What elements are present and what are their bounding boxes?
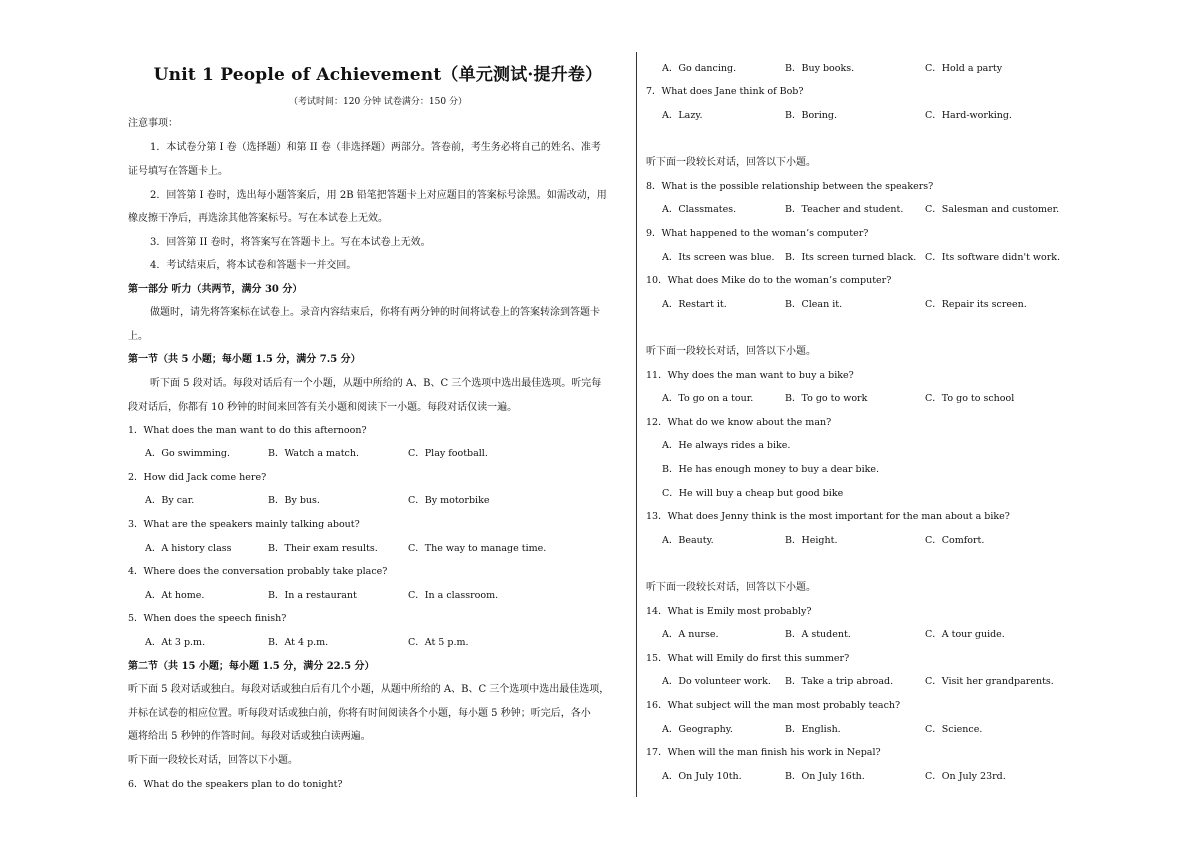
section2-intro-b: 并标在试卷的相应位置。听每段对话或独白前，你将有时间阅读各个小题，每小题 5 秒钟；听完后，各小 xyxy=(128,708,591,719)
q12-option-a: A．He always rides a bike. xyxy=(662,440,791,451)
notes-heading: 注意事项： xyxy=(128,118,178,129)
section2-intro-c: 题将给出 5 秒钟的作答时间。每段对话或独白读两遍。 xyxy=(128,731,371,742)
note-3: 3．回答第 II 卷时，将答案写在答题卡上。写在本试卷上无效。 xyxy=(150,237,431,248)
question-14: 14．What is Emily most probably? xyxy=(646,606,812,617)
listen-instruction: 听下面一段较长对话，回答以下小题。 xyxy=(646,582,816,593)
note-2a: 2．回答第 I 卷时，选出每小题答案后，用 2B 铅笔把答题卡上对应题目的答案标号涂黑。如需改动，用 xyxy=(150,190,607,201)
question-8: 8．What is the possible relationship between the speakers? xyxy=(646,181,934,192)
q16-option-a: A．Geography. xyxy=(662,724,733,735)
exam-info: （考试时间：120 分钟 试卷满分：150 分） xyxy=(289,97,467,107)
q1-option-a: A．Go swimming. xyxy=(145,448,231,459)
q6-option-c: C．Hold a party xyxy=(925,63,1003,74)
q14-option-a: A．A nurse. xyxy=(662,629,719,640)
left-column xyxy=(128,0,628,849)
q12-option-b: B．He has enough money to buy a dear bike. xyxy=(662,464,880,475)
q14-option-b: B．A student. xyxy=(785,629,851,640)
question-17: 17．When will the man finish his work in Nepal? xyxy=(646,747,881,758)
q13-option-b: B．Height. xyxy=(785,535,838,546)
note-1b: 证号填写在答题卡上。 xyxy=(128,166,228,177)
q4-option-b: B．In a restaurant xyxy=(268,590,357,601)
note-4: 4．考试结束后，将本试卷和答题卡一并交回。 xyxy=(150,260,357,271)
question-6: 6．What do the speakers plan to do tonight? xyxy=(128,779,343,790)
q10-option-b: B．Clean it. xyxy=(785,299,843,310)
q2-option-a: A．By car. xyxy=(145,495,195,506)
listen-instruction: 听下面一段较长对话，回答以下小题。 xyxy=(646,157,816,168)
q16-option-b: B．English. xyxy=(785,724,841,735)
question-4: 4．Where does the conversation probably take place? xyxy=(128,566,388,577)
note-1a: 1．本试卷分第 I 卷（选择题）和第 II 卷（非选择题）两部分。答卷前，考生务必将自己的姓名、准考 xyxy=(150,142,601,153)
q7-option-a: A．Lazy. xyxy=(662,110,703,121)
q15-option-a: A．Do volunteer work. xyxy=(662,676,771,687)
question-5: 5．When does the speech finish? xyxy=(128,613,287,624)
q5-option-a: A．At 3 p.m. xyxy=(145,637,206,648)
q15-option-c: C．Visit her grandparents. xyxy=(925,676,1054,687)
q11-option-b: B．To go to work xyxy=(785,393,868,404)
q17-option-c: C．On July 23rd. xyxy=(925,771,1006,782)
q3-option-b: B．Their exam results. xyxy=(268,543,378,554)
listen-instruction: 听下面一段较长对话，回答以下小题。 xyxy=(128,755,298,766)
q3-option-c: C．The way to manage time. xyxy=(408,543,547,554)
q15-option-b: B．Take a trip abroad. xyxy=(785,676,894,687)
question-15: 15．What will Emily do first this summer? xyxy=(646,653,850,664)
q17-option-a: A．On July 10th. xyxy=(662,771,742,782)
part1-intro-b: 上。 xyxy=(128,331,148,342)
question-12: 12．What do we know about the man? xyxy=(646,417,832,428)
q8-option-c: C．Salesman and customer. xyxy=(925,204,1060,215)
part1-heading: 第一部分 听力（共两节，满分 30 分） xyxy=(128,284,303,295)
question-9: 9．What happened to the woman’s computer? xyxy=(646,228,869,239)
q6-option-b: B．Buy books. xyxy=(785,63,855,74)
q5-option-b: B．At 4 p.m. xyxy=(268,637,329,648)
q9-option-b: B．Its screen turned black. xyxy=(785,252,917,263)
q12-option-c: C．He will buy a cheap but good bike xyxy=(662,488,844,499)
q2-option-b: B．By bus. xyxy=(268,495,320,506)
q14-option-c: C．A tour guide. xyxy=(925,629,1005,640)
q2-option-c: C．By motorbike xyxy=(408,495,490,506)
q11-option-a: A．To go on a tour. xyxy=(662,393,754,404)
column-divider xyxy=(636,52,637,797)
section2-heading: 第二节（共 15 小题；每小题 1.5 分，满分 22.5 分） xyxy=(128,661,375,672)
question-2: 2．How did Jack come here? xyxy=(128,472,267,483)
q10-option-c: C．Repair its screen. xyxy=(925,299,1027,310)
q3-option-a: A．A history class xyxy=(145,543,232,554)
q1-option-b: B．Watch a match. xyxy=(268,448,359,459)
q8-option-b: B．Teacher and student. xyxy=(785,204,904,215)
q9-option-c: C．Its software didn't work. xyxy=(925,252,1061,263)
question-13: 13．What does Jenny think is the most important for the man about a bike? xyxy=(646,511,1010,522)
right-column xyxy=(646,0,1061,849)
q6-option-a: A．Go dancing. xyxy=(662,63,737,74)
section1-intro-a: 听下面 5 段对话。每段对话后有一个小题，从题中所给的 A、B、C 三个选项中选出最佳选项。听完每 xyxy=(150,378,602,389)
q11-option-c: C．To go to school xyxy=(925,393,1015,404)
q9-option-a: A．Its screen was blue. xyxy=(662,252,775,263)
note-2b: 橡皮擦干净后，再选涂其他答案标号。写在本试卷上无效。 xyxy=(128,213,388,224)
section1-intro-b: 段对话后，你都有 10 秒钟的时间来回答有关小题和阅读下一小题。每段对话仅读一遍。 xyxy=(128,402,518,413)
question-11: 11．Why does the man want to buy a bike? xyxy=(646,370,854,381)
section1-heading: 第一节（共 5 小题；每小题 1.5 分，满分 7.5 分） xyxy=(128,354,361,365)
question-1: 1．What does the man want to do this afternoon? xyxy=(128,425,367,436)
q13-option-a: A．Beauty. xyxy=(662,535,714,546)
q7-option-c: C．Hard-working. xyxy=(925,110,1012,121)
q4-option-c: C．In a classroom. xyxy=(408,590,499,601)
q10-option-a: A．Restart it. xyxy=(662,299,727,310)
listen-instruction: 听下面一段较长对话，回答以下小题。 xyxy=(646,346,816,357)
q1-option-c: C．Play football. xyxy=(408,448,488,459)
q8-option-a: A．Classmates. xyxy=(662,204,737,215)
question-10: 10．What does Mike do to the woman’s computer? xyxy=(646,275,892,286)
section2-intro-a: 听下面 5 段对话或独白。每段对话或独白后有几个小题，从题中所给的 A、B、C 三个选项中选出最佳选项， xyxy=(128,684,610,695)
part1-intro-a: 做题时，请先将答案标在试卷上。录音内容结束后，你将有两分钟的时间将试卷上的答案转涂到答题卡 xyxy=(150,307,600,318)
q5-option-c: C．At 5 p.m. xyxy=(408,637,469,648)
q7-option-b: B．Boring. xyxy=(785,110,837,121)
q16-option-c: C．Science. xyxy=(925,724,983,735)
q17-option-b: B．On July 16th. xyxy=(785,771,865,782)
question-3: 3．What are the speakers mainly talking about? xyxy=(128,519,360,530)
question-16: 16．What subject will the man most probably teach? xyxy=(646,700,901,711)
question-7: 7．What does Jane think of Bob? xyxy=(646,86,804,97)
page-title: Unit 1 People of Achievement（单元测试·提升卷） xyxy=(153,65,603,85)
q4-option-a: A．At home. xyxy=(145,590,205,601)
q13-option-c: C．Comfort. xyxy=(925,535,985,546)
